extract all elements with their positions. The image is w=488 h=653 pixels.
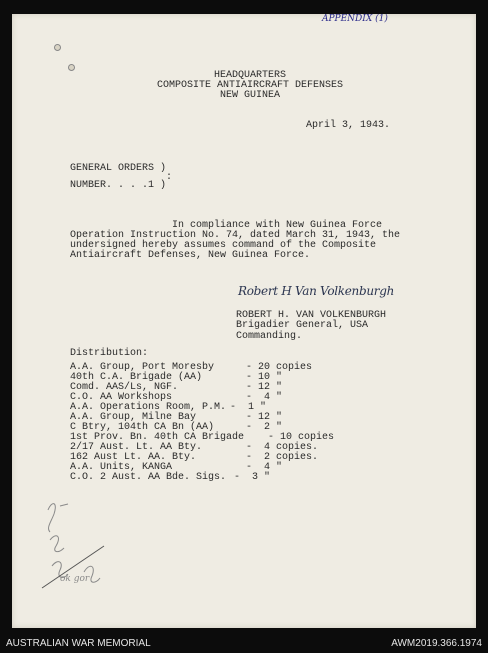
body-line-1: In compliance with New Guinea Force: [172, 220, 383, 231]
orders-number: NUMBER. . . .1 ): [70, 180, 167, 191]
recipient: A.A. Group, Milne Bay: [70, 412, 197, 423]
punch-hole: [68, 64, 75, 71]
header-line-2: COMPOSITE ANTIAIRCRAFT DEFENSES: [156, 80, 344, 91]
body-line-3: undersigned hereby assumes command of the Composite: [70, 240, 377, 251]
copy-count: - 2 ": [246, 422, 283, 433]
list-item: [70, 472, 271, 483]
recipient: A.A. Operations Room, P.M.: [70, 402, 227, 413]
copy-count: - 1 ": [230, 402, 267, 413]
body-line-2: Operation Instruction No. 74, dated March 31, 1943, the: [70, 230, 401, 241]
general-orders-label: GENERAL ORDERS ): [70, 163, 167, 174]
handwritten-signature: Robert H Van Volkenburgh: [238, 284, 395, 298]
recipient: A.A. Group, Port Moresby: [70, 362, 215, 373]
copy-count: - 3 ": [234, 472, 271, 483]
footer-accession-number: AWM2019.366.1974: [391, 638, 482, 649]
copy-count: - 10 ": [246, 372, 283, 383]
recipient: 40th C.A. Brigade (AA): [70, 372, 203, 383]
signatory-role: Commanding.: [236, 331, 303, 342]
document-date: April 3, 1943.: [306, 120, 391, 131]
handwritten-initials: ok gor: [60, 574, 90, 584]
recipient: Comd. AAS/Ls, NGF.: [70, 382, 179, 393]
appendix-note: APPENDIX (1): [322, 14, 388, 24]
header-line-1: HEADQUARTERS: [213, 70, 286, 81]
footer-institution: AUSTRALIAN WAR MEMORIAL: [6, 638, 151, 649]
recipient: 1st Prov. Bn. 40th CA Brigade: [70, 432, 245, 443]
copy-count: - 4 ": [246, 462, 283, 473]
copy-count: - 4 ": [246, 392, 283, 403]
punch-hole: [54, 44, 61, 51]
signatory-rank: Brigadier General, USA: [236, 320, 369, 331]
header-line-3: NEW GUINEA: [219, 90, 280, 101]
orders-colon: :: [166, 172, 173, 183]
recipient: 162 Aust Lt. AA. Bty.: [70, 452, 197, 463]
copy-count: - 10 copies: [268, 432, 335, 443]
signatory-name: ROBERT H. VAN VOLKENBURGH: [236, 310, 387, 321]
distribution-heading: Distribution:: [70, 348, 149, 359]
recipient: C.O. AA Workshops: [70, 392, 173, 403]
copy-count: - 12 ": [246, 382, 283, 393]
body-line-4: Antiaircraft Defenses, New Guinea Force.: [70, 250, 311, 261]
recipient: C.O. 2 Aust. AA Bde. Sigs.: [70, 472, 227, 483]
copy-count: - 12 ": [246, 412, 283, 423]
recipient: C Btry, 104th CA Bn (AA): [70, 422, 215, 433]
recipient: 2/17 Aust. Lt. AA Bty.: [70, 442, 203, 453]
copy-count: - 2 copies.: [246, 452, 319, 463]
recipient: A.A. Units, KANGA: [70, 462, 173, 473]
copy-count: - 20 copies: [246, 362, 313, 373]
copy-count: - 4 copies.: [246, 442, 319, 453]
